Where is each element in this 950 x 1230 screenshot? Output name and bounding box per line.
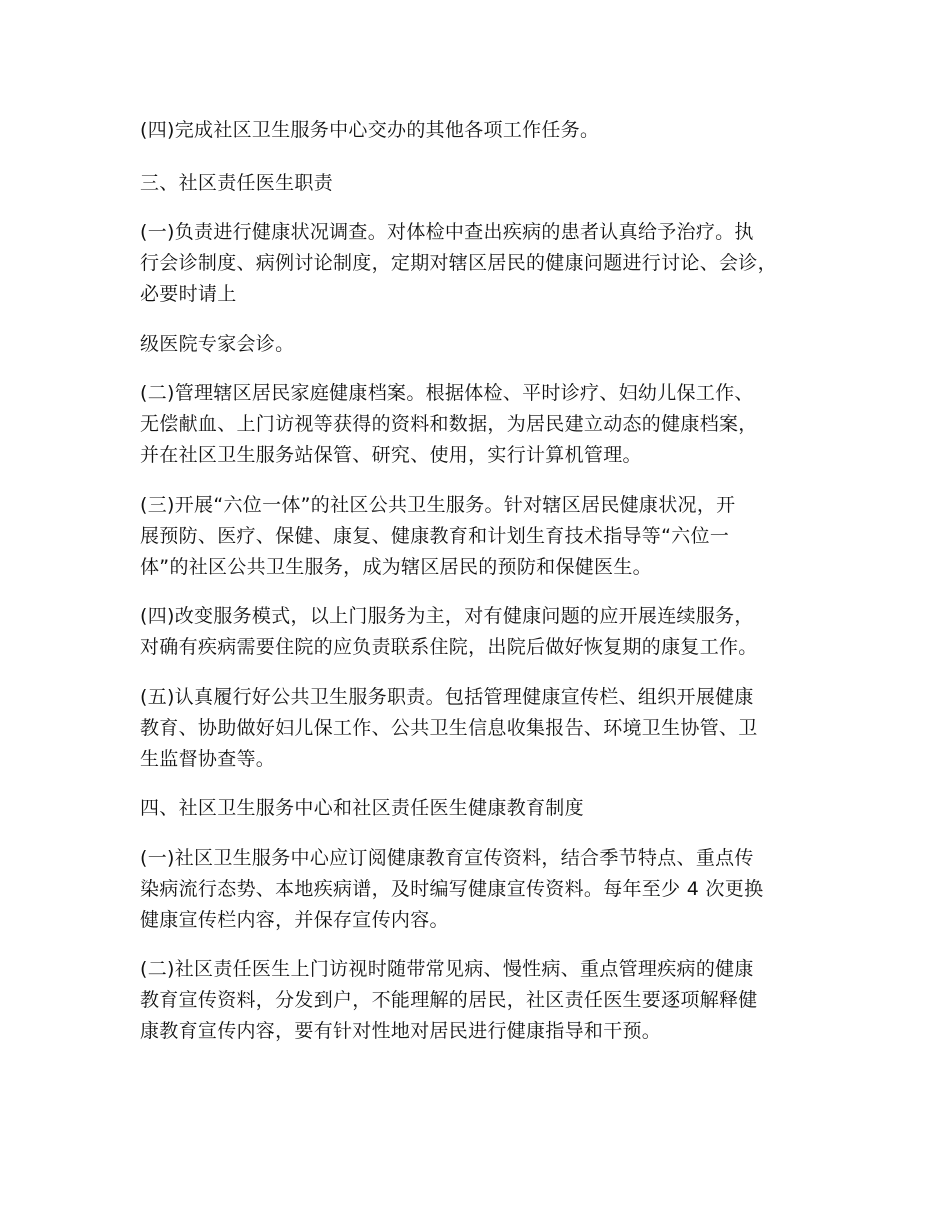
text-line: 行会诊制度、病例讨论制度，定期对辖区居民的健康问题进行讨论、会诊， <box>140 252 777 274</box>
text-line: (五)认真履行好公共卫生服务职责。包括管理健康宣传栏、组织开展健康 <box>140 686 754 708</box>
text-line: 教育宣传资料，分发到户，不能理解的居民，社区责任医生要逐项解释健 <box>140 989 758 1011</box>
text-line: (三)开展“六位一体”的社区公共卫生服务。针对辖区居民健康状况，开 <box>140 494 736 516</box>
text-line: 必要时请上 <box>140 283 237 305</box>
text-line: (二)社区责任医生上门访视时随带常见病、慢性病、重点管理疾病的健康 <box>140 958 754 980</box>
text-line: (四)完成社区卫生服务中心交办的其他各项工作任务。 <box>140 119 600 141</box>
text-line: 健康宣传栏内容，并保存宣传内容。 <box>140 909 449 931</box>
text-line: 无偿献血、上门访视等获得的资料和数据，为居民建立动态的健康档案， <box>140 413 758 435</box>
text-line: (一)社区卫生服务中心应订阅健康教育宣传资料，结合季节特点、重点传 <box>140 847 754 869</box>
text-line: 展预防、医疗、保健、康复、健康教育和计划生育技术指导等“六位一 <box>140 525 730 547</box>
text-line: 生监督协查等。 <box>140 748 276 770</box>
text-line: 体”的社区公共卫生服务，成为辖区居民的预防和保健医生。 <box>140 556 652 578</box>
text-line: (一)负责进行健康状况调查。对体检中查出疾病的患者认真给予治疗。执 <box>140 221 754 243</box>
text-line: (二)管理辖区居民家庭健康档案。根据体检、平时诊疗、妇幼儿保工作、 <box>140 382 754 404</box>
text-line: 染病流行态势、本地疾病谱，及时编写健康宣传资料。每年至少 4 次更换 <box>140 878 764 900</box>
section-heading: 三、社区责任医生职责 <box>140 172 334 194</box>
text-line: 并在社区卫生服务站保管、研究、使用，实行计算机管理。 <box>140 444 642 466</box>
text-line: 教育、协助做好妇儿保工作、公共卫生信息收集报告、环境卫生协管、卫 <box>140 717 758 739</box>
section-heading: 四、社区卫生服务中心和社区责任医生健康教育制度 <box>140 797 584 819</box>
text-line: 对确有疾病需要住院的应负责联系住院，出院后做好恢复期的康复工作。 <box>140 636 758 658</box>
text-line: 康教育宣传内容，要有针对性地对居民进行健康指导和干预。 <box>140 1020 662 1042</box>
text-line: 级医院专家会诊。 <box>140 333 295 355</box>
text-line: (四)改变服务模式，以上门服务为主，对有健康问题的应开展连续服务， <box>140 605 754 627</box>
